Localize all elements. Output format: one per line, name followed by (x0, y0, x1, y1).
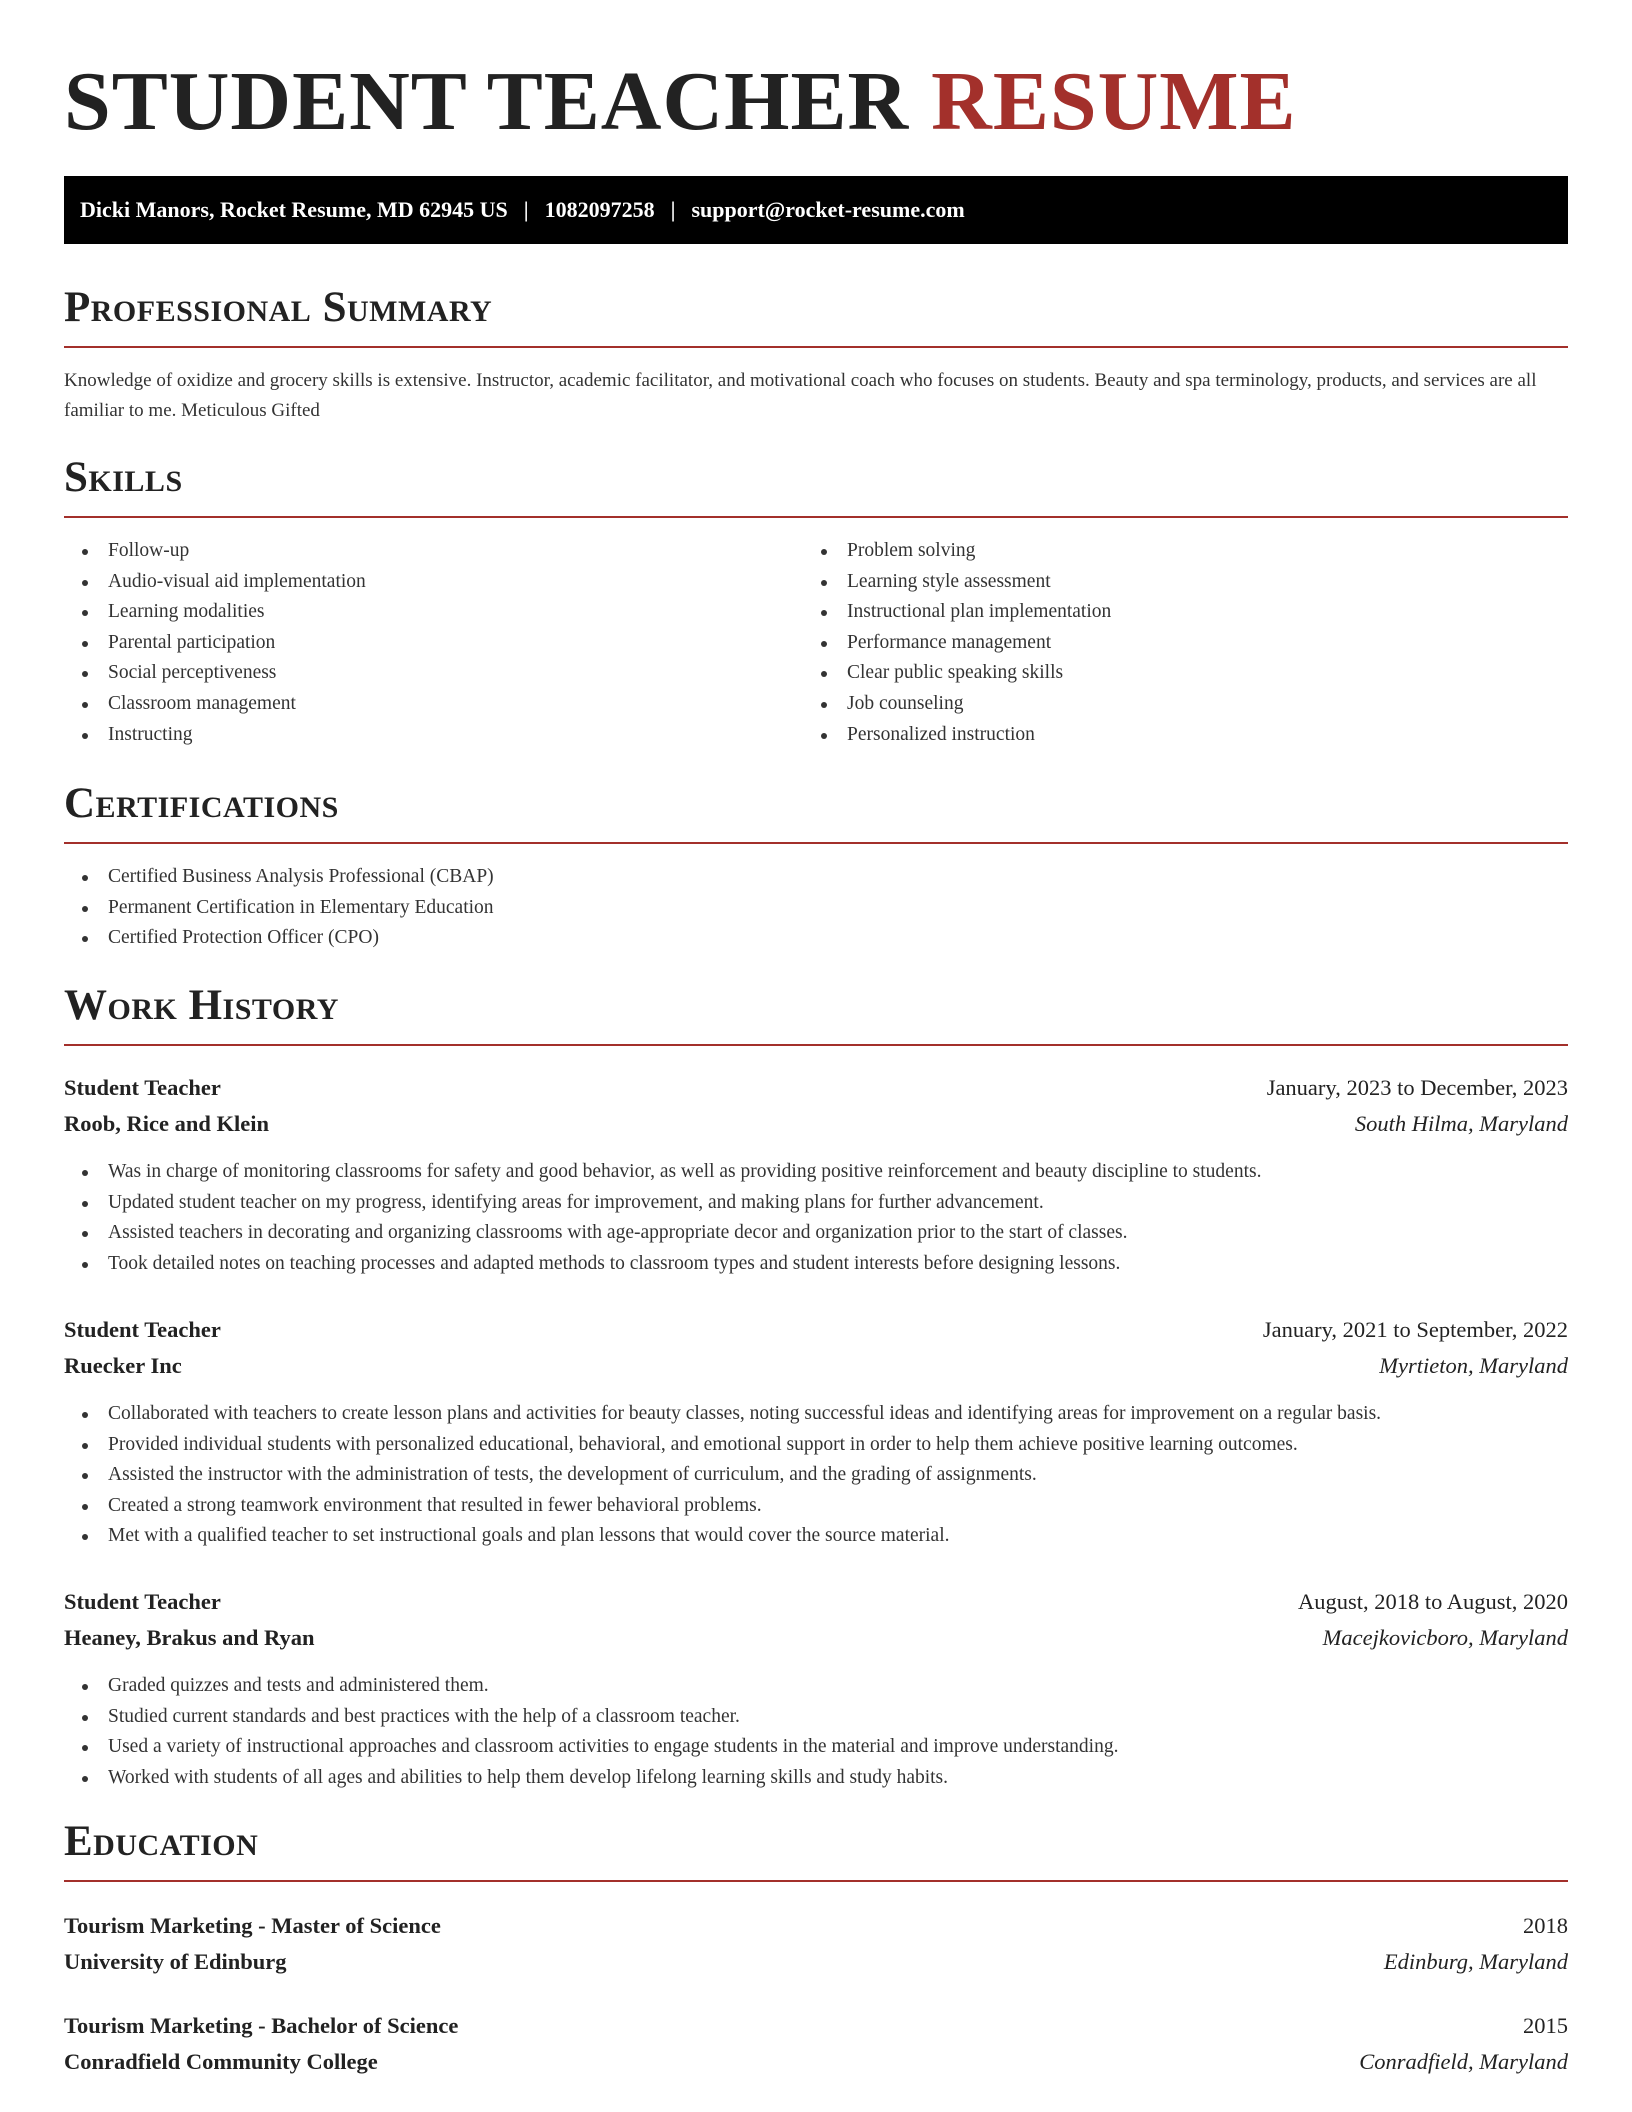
summary-heading: Professional Summary (64, 284, 493, 331)
job-company-row (64, 1620, 1568, 1656)
skill-item: Instructional plan implementation (803, 597, 1111, 628)
skills-list-left (64, 536, 366, 750)
education-section-header (64, 1816, 1568, 1882)
education-degree: Tourism Marketing - Master of Science (64, 1913, 441, 1938)
skill-item: Problem solving (803, 536, 1111, 567)
education-school-row (64, 1944, 1568, 1980)
job-company: Ruecker Inc (64, 1353, 182, 1378)
title-accent: RESUME (931, 55, 1297, 148)
job-bullet: Assisted teachers in decorating and organizing classrooms with age-appropriate decor and organization prior to the start of classes. (64, 1218, 1261, 1249)
certifications-section-header (64, 778, 1568, 844)
education-location: Edinburg, Maryland (1383, 1949, 1568, 1974)
job-company: Roob, Rice and Klein (64, 1111, 270, 1136)
job-bullet: Collaborated with teachers to create lesson plans and activities for beauty classes, noting successful ideas and identifying areas for improvement on a regular basis. (64, 1399, 1381, 1430)
skill-item: Clear public speaking skills (803, 658, 1111, 689)
job-title: Student Teacher (64, 1317, 221, 1342)
skill-item: Classroom management (64, 689, 366, 720)
work-section-header (64, 980, 1568, 1046)
job-bullet: Assisted the instructor with the administration of tests, the development of curriculum, and the grading of assignments. (64, 1460, 1381, 1491)
job-bullets (64, 1157, 1261, 1279)
skills-section-header (64, 452, 1568, 518)
education-degree-row (64, 1908, 1568, 1944)
skill-item: Instructing (64, 720, 366, 751)
work-heading: Work History (64, 982, 339, 1029)
job-bullet: Studied current standards and best practices with the help of a classroom teacher. (64, 1702, 1118, 1733)
job-header-row (64, 1070, 1568, 1106)
job-bullet: Used a variety of instructional approaches and classroom activities to engage students in the material and improve understanding. (64, 1732, 1118, 1763)
job-bullet: Worked with students of all ages and abilities to help them develop lifelong learning skills and study habits. (64, 1763, 1118, 1794)
certifications-list (64, 862, 494, 954)
education-degree-row (64, 2008, 1568, 2044)
job-location: Macejkovicboro, Maryland (1322, 1625, 1568, 1650)
job-dates: August, 2018 to August, 2020 (1297, 1589, 1568, 1614)
resume-title (64, 52, 1297, 152)
certification-item: Permanent Certification in Elementary Education (64, 893, 494, 924)
job-location: Myrtieton, Maryland (1379, 1353, 1568, 1378)
job-bullet: Graded quizzes and tests and administered them. (64, 1671, 1118, 1702)
education-year: 2015 (1523, 2013, 1568, 2038)
skill-item: Job counseling (803, 689, 1111, 720)
job-bullet: Provided individual students with personalized educational, behavioral, and emotional support in order to help them achieve positive learning outcomes. (64, 1430, 1381, 1461)
job-title: Student Teacher (64, 1589, 221, 1614)
job-header-row (64, 1312, 1568, 1348)
education-degree: Tourism Marketing - Bachelor of Science (64, 2013, 459, 2038)
skill-item: Learning style assessment (803, 567, 1111, 598)
skill-item: Learning modalities (64, 597, 366, 628)
education-heading: Education (64, 1818, 259, 1865)
job-bullet: Created a strong teamwork environment that resulted in fewer behavioral problems. (64, 1491, 1381, 1522)
contact-address: Dicki Manors, Rocket Resume, MD 62945 US (80, 197, 508, 222)
summary-section-header (64, 282, 1568, 348)
job-bullet: Met with a qualified teacher to set instructional goals and plan lessons that would cover the source material. (64, 1521, 1381, 1552)
skill-item: Parental participation (64, 628, 366, 659)
skills-heading: Skills (64, 454, 183, 501)
job-location: South Hilma, Maryland (1354, 1111, 1568, 1136)
certifications-heading: Certifications (64, 780, 339, 827)
skill-item: Performance management (803, 628, 1111, 659)
skill-item: Audio-visual aid implementation (64, 567, 366, 598)
job-company-row (64, 1348, 1568, 1384)
job-dates: January, 2021 to September, 2022 (1262, 1317, 1568, 1342)
job-bullets (64, 1671, 1118, 1793)
contact-phone[interactable]: 1082097258 (544, 197, 655, 222)
job-bullet: Updated student teacher on my progress, identifying areas for improvement, and making plans for further advancement. (64, 1188, 1261, 1219)
job-title: Student Teacher (64, 1075, 221, 1100)
contact-bar (64, 176, 1568, 244)
job-bullets (64, 1399, 1381, 1552)
job-dates: January, 2023 to December, 2023 (1266, 1075, 1568, 1100)
education-year: 2018 (1523, 1913, 1568, 1938)
skill-item: Social perceptiveness (64, 658, 366, 689)
contact-email[interactable]: support@rocket-resume.com (691, 197, 965, 222)
job-header-row (64, 1584, 1568, 1620)
title-main: STUDENT TEACHER (64, 55, 910, 148)
education-school: Conradfield Community College (64, 2049, 378, 2074)
education-school: University of Edinburg (64, 1949, 287, 1974)
contact-separator: | (670, 197, 676, 222)
job-bullet: Took detailed notes on teaching processes and adapted methods to classroom types and student interests before designing lessons. (64, 1249, 1261, 1280)
education-school-row (64, 2044, 1568, 2080)
skill-item: Personalized instruction (803, 720, 1111, 751)
contact-separator: | (523, 197, 529, 222)
job-company: Heaney, Brakus and Ryan (64, 1625, 315, 1650)
summary-text: Knowledge of oxidize and grocery skills is extensive. Instructor, academic facilitator, and motivational coach who focuses on students. Beauty and spa terminology, products, and services are all familiar to me. Meticulous Gifted (64, 370, 1537, 421)
education-location: Conradfield, Maryland (1359, 2049, 1568, 2074)
certification-item: Certified Business Analysis Professional (CBAP) (64, 862, 494, 893)
skills-list-right (803, 536, 1111, 750)
job-company-row (64, 1106, 1568, 1142)
certification-item: Certified Protection Officer (CPO) (64, 923, 494, 954)
job-bullet: Was in charge of monitoring classrooms for safety and good behavior, as well as providing positive reinforcement and beauty discipline to students. (64, 1157, 1261, 1188)
skill-item: Follow-up (64, 536, 366, 567)
